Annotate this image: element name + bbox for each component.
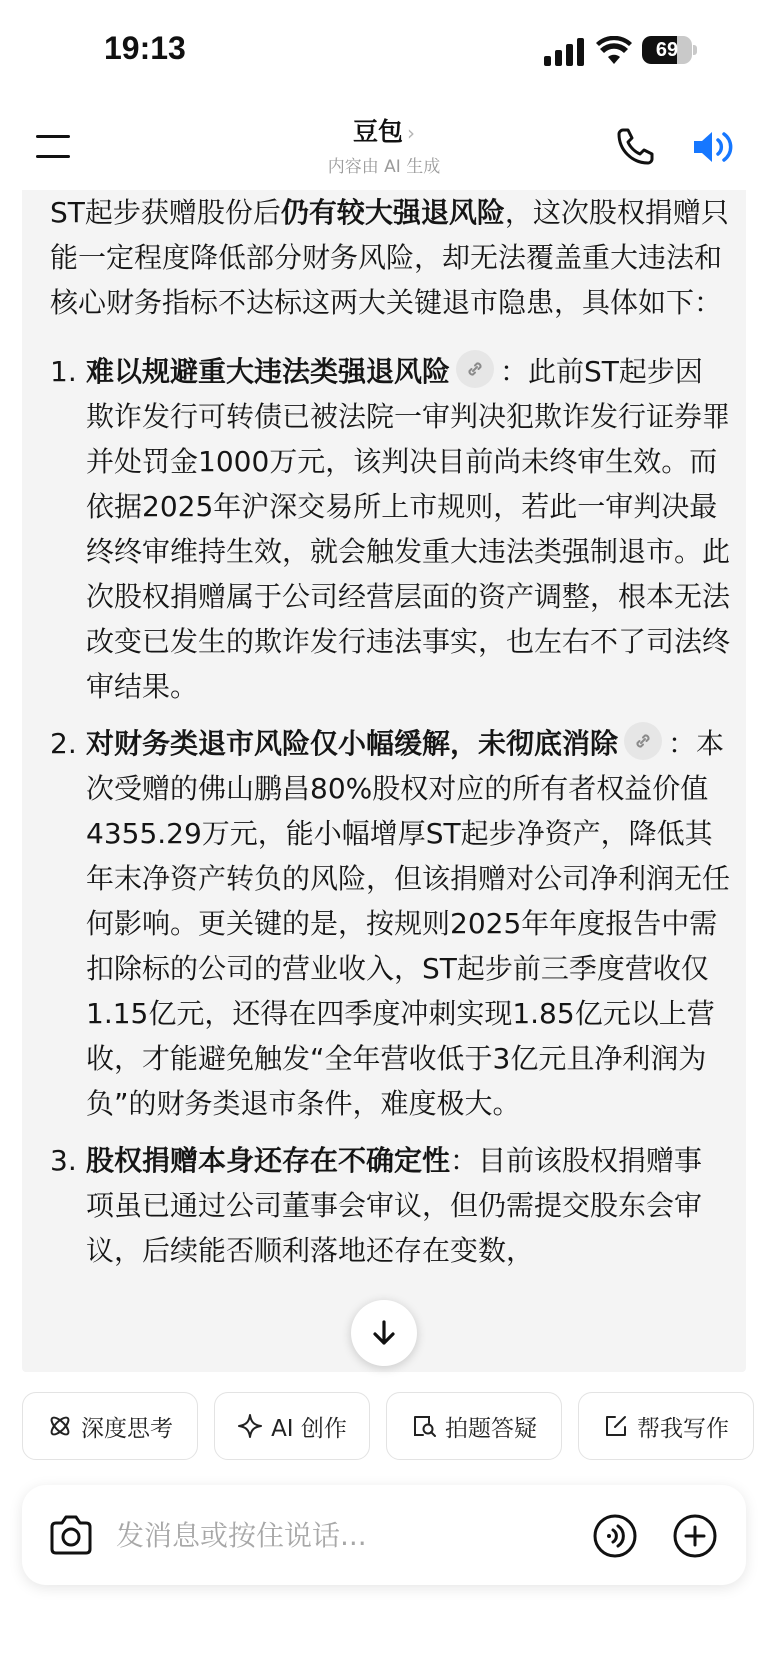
list-item-number: 1. bbox=[50, 355, 77, 388]
chip-label: AI 创作 bbox=[271, 1415, 347, 1442]
menu-button[interactable] bbox=[30, 128, 74, 162]
answer-intro: ST起步获赠股份后仍有较大强退风险，这次股权捐赠只能一定程度降低部分财务风险，却无法覆盖重大违法和核心财务指标不达标这两大关键退市隐患，具体如下： bbox=[50, 196, 729, 319]
speaker-icon[interactable] bbox=[690, 126, 736, 168]
camera-icon[interactable] bbox=[48, 1513, 94, 1557]
message-input[interactable] bbox=[116, 1511, 586, 1559]
chip-deep-thinking[interactable] bbox=[22, 1392, 198, 1460]
chat-title-area[interactable] bbox=[284, 112, 484, 177]
scroll-to-bottom-button[interactable] bbox=[351, 1300, 417, 1366]
list-item-title: 对财务类退市风险仅小幅缓解，未彻底消除 bbox=[86, 727, 619, 760]
list-item-title: 难以规避重大违法类强退风险 bbox=[86, 355, 451, 388]
chip-label: 帮我写作 bbox=[637, 1415, 729, 1442]
arrow-down-icon bbox=[370, 1319, 398, 1347]
list-item-title: 股权捐赠本身还存在不确定性 bbox=[86, 1144, 451, 1177]
edit-icon bbox=[603, 1413, 629, 1439]
message-input-bar bbox=[22, 1485, 746, 1585]
status-bar bbox=[0, 0, 768, 100]
battery-icon bbox=[642, 36, 696, 66]
intro-emphasis: 仍有较大强退风险 bbox=[280, 196, 505, 229]
list-item: 1. 难以规避重大违法类强退风险 ：此前ST起步因欺诈发行可转债已被法院一审判决犯欺诈发行证券罪并处罚金1000万元，该判决目前尚未终审生效。而依据2025年沪深交易所上市规则，若此一审判决最终终审维持生效，就会触发重大违法类强制退市。此次股权捐赠属于公司经营层面的资产调整，根本无法改变已发生的欺诈发行违法事实，也左右不了司法终审结果。 bbox=[50, 349, 730, 709]
list-item-text: 本次受赠的佛山鹏昌80%股权对应的所有者权益价值4355.29万元，能小幅增厚ST起步净资产，降低其年末净资产转负的风险，但该捐赠对公司净利润无任何影响。更关键的是，按规则2025年年度报告中需扣除标的公司的营业收入，ST起步前三季度营收仅1.15亿元，还得在四季度冲刺实现1.85亿元以上营收，才能避免触发“全年营收低于3亿元且净利润为负”的财务类退市条件，难度极大。 bbox=[86, 727, 731, 1120]
chip-ai-create[interactable] bbox=[214, 1392, 370, 1460]
list-item: 3. 股权捐赠本身还存在不确定性：目前该股权捐赠事项虽已通过公司董事会审议，但仍需提交股东会审议，后续能否顺利落地还存在变数， bbox=[50, 1138, 730, 1273]
plus-icon[interactable] bbox=[672, 1513, 718, 1559]
ai-generated-notice: 内容由 AI 生成 bbox=[327, 157, 441, 177]
list-item-number: 3. bbox=[50, 1144, 77, 1177]
wifi-icon bbox=[596, 36, 632, 66]
link-icon[interactable] bbox=[624, 722, 662, 760]
chip-photo-question[interactable] bbox=[386, 1392, 562, 1460]
status-time: 19:13 bbox=[104, 30, 186, 66]
atom-icon bbox=[47, 1413, 73, 1439]
answer-text bbox=[50, 190, 730, 1285]
answer-message bbox=[22, 190, 746, 1372]
chat-title: 豆包 bbox=[352, 117, 403, 146]
chip-label: 深度思考 bbox=[81, 1415, 173, 1442]
chip-help-write[interactable] bbox=[578, 1392, 754, 1460]
chip-label: 拍题答疑 bbox=[445, 1415, 537, 1442]
suggestion-chips bbox=[0, 1392, 768, 1462]
phone-call-icon[interactable] bbox=[614, 126, 656, 168]
sparkle-icon bbox=[237, 1413, 263, 1439]
list-item-text: 目前该股权捐赠事项虽已通过公司董事会审议，但仍需提交股东会审议，后续能否顺利落地还存在变数， bbox=[86, 1144, 703, 1267]
list-item: 2. 对财务类退市风险仅小幅缓解，未彻底消除 ：本次受赠的佛山鹏昌80%股权对应的所有者权益价值4355.29万元，能小幅增厚ST起步净资产，降低其年末净资产转负的风险，但该捐赠对公司净利润无任何影响。更关键的是，按规则2025年年度报告中需扣除标的公司的营业收入，ST起步前三季度营收仅1.15亿元，还得在四季度冲刺实现1.85亿元以上营收，才能避免触发“全年营收低于3亿元且净利润为负”的财务类退市条件，难度极大。 bbox=[50, 721, 730, 1126]
scan-question-icon bbox=[411, 1413, 437, 1439]
voice-input-icon[interactable] bbox=[592, 1513, 638, 1559]
cellular-signal-icon bbox=[544, 38, 584, 66]
chevron-right-icon: › bbox=[407, 121, 415, 145]
battery-percent: 69 bbox=[655, 39, 679, 61]
link-icon[interactable] bbox=[456, 350, 494, 388]
list-item-number: 2. bbox=[50, 727, 77, 760]
chat-header bbox=[0, 100, 768, 190]
list-item-text: 此前ST起步因欺诈发行可转债已被法院一审判决犯欺诈发行证券罪并处罚金1000万元，该判决目前尚未终审生效。而依据2025年沪深交易所上市规则，若此一审判决最终终审维持生效，就会触发重大违法类强制退市。此次股权捐赠属于公司经营层面的资产调整，根本无法改变已发生的欺诈发行违法事实，也左右不了司法终审结果。 bbox=[86, 355, 731, 703]
